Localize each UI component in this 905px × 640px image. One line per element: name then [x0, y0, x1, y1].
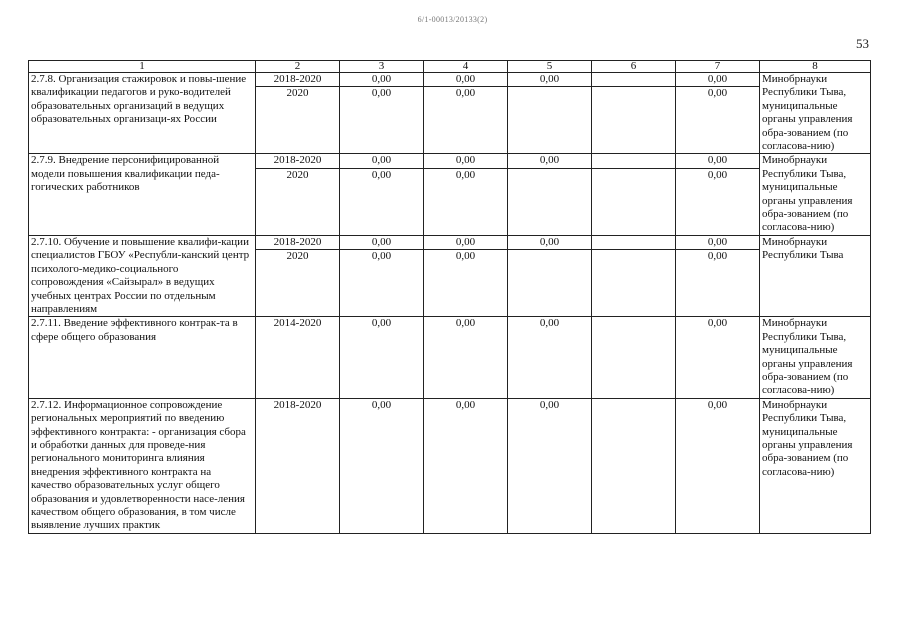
period-cell: 2020	[256, 250, 340, 317]
value-cell: 0,00	[424, 398, 508, 533]
table-row	[29, 154, 871, 168]
activity-name: 2.7.8. Организация стажировок и повы-шение квалификации педагогов и руко-водителей образовательных организаций в ведущих образовательных организаци-ях России	[29, 73, 256, 154]
period-cell: 2018-2020	[256, 154, 340, 168]
value-cell: 0,00	[340, 73, 424, 87]
page-number: 53	[856, 36, 869, 51]
value-cell: 0,00	[424, 317, 508, 398]
value-cell	[592, 87, 676, 154]
value-cell: 0,00	[424, 235, 508, 249]
period-cell: 2020	[256, 168, 340, 235]
value-cell: 0,00	[340, 250, 424, 317]
value-cell: 0,00	[508, 317, 592, 398]
period-cell: 2020	[256, 87, 340, 154]
value-cell: 0,00	[676, 250, 760, 317]
table-row	[29, 73, 871, 87]
value-cell: 0,00	[508, 154, 592, 168]
value-cell: 0,00	[676, 168, 760, 235]
executor-cell: Минобрнауки Республики Тыва	[760, 235, 871, 316]
value-cell: 0,00	[340, 317, 424, 398]
table-row	[29, 235, 871, 249]
column-number: 3	[340, 61, 424, 73]
column-number: 1	[29, 61, 256, 73]
value-cell	[592, 154, 676, 168]
table-row	[29, 398, 871, 533]
activity-name: 2.7.11. Введение эффективного контрак-та в сфере общего образования	[29, 317, 256, 398]
value-cell	[508, 250, 592, 317]
value-cell	[508, 168, 592, 235]
value-cell: 0,00	[676, 398, 760, 533]
value-cell: 0,00	[340, 235, 424, 249]
value-cell: 0,00	[340, 168, 424, 235]
value-cell: 0,00	[676, 235, 760, 249]
value-cell	[592, 398, 676, 533]
value-cell: 0,00	[424, 87, 508, 154]
executor-cell: Минобрнауки Республики Тыва, муниципальные органы управления обра-зованием (по согласова-нию)	[760, 317, 871, 398]
column-number: 4	[424, 61, 508, 73]
value-cell: 0,00	[424, 154, 508, 168]
value-cell: 0,00	[340, 87, 424, 154]
value-cell: 0,00	[508, 398, 592, 533]
value-cell: 0,00	[676, 317, 760, 398]
activity-name: 2.7.9. Внедрение персонифицированной модели повышения квалификации педа-гогических работников	[29, 154, 256, 235]
value-cell: 0,00	[508, 235, 592, 249]
column-number: 8	[760, 61, 871, 73]
value-cell: 0,00	[676, 73, 760, 87]
column-number-row	[29, 61, 871, 73]
value-cell: 0,00	[340, 154, 424, 168]
activity-name: 2.7.10. Обучение и повышение квалифи-кации специалистов ГБОУ «Республи-канский центр психолого-медико-социального сопровождения «Сайзырал» в ведущих учебных центрах России по отдельным направлениям	[29, 235, 256, 316]
table-row	[29, 317, 871, 398]
document-code: 6/1-00013/20133(2)	[417, 15, 488, 24]
value-cell: 0,00	[676, 87, 760, 154]
value-cell: 0,00	[340, 398, 424, 533]
period-cell: 2018-2020	[256, 398, 340, 533]
executor-cell: Минобрнауки Республики Тыва, муниципальные органы управления обра-зованием (по согласова-нию)	[760, 154, 871, 235]
column-number: 2	[256, 61, 340, 73]
activities-table	[28, 60, 871, 534]
value-cell: 0,00	[424, 73, 508, 87]
column-number: 5	[508, 61, 592, 73]
value-cell	[592, 317, 676, 398]
executor-cell: Минобрнауки Республики Тыва, муниципальные органы управления обра-зованием (по согласова-нию)	[760, 398, 871, 533]
value-cell	[508, 87, 592, 154]
period-cell: 2014-2020	[256, 317, 340, 398]
column-number: 6	[592, 61, 676, 73]
value-cell: 0,00	[424, 168, 508, 235]
value-cell	[592, 250, 676, 317]
value-cell	[592, 73, 676, 87]
value-cell	[592, 168, 676, 235]
value-cell: 0,00	[676, 154, 760, 168]
period-cell: 2018-2020	[256, 235, 340, 249]
column-number: 7	[676, 61, 760, 73]
value-cell: 0,00	[424, 250, 508, 317]
activity-name: 2.7.12. Информационное сопровождение региональных мероприятий по введению эффективного контракта: - организация сбора и обработки данных для проведе-ния регионального мониторинга влияния внедрения эффективного контракта на качество образовательных услуг общего образования и удовлетворенности насе-ления качеством общего образования, в том числе выявление лучших практик	[29, 398, 256, 533]
value-cell	[592, 235, 676, 249]
value-cell: 0,00	[508, 73, 592, 87]
executor-cell: Минобрнауки Республики Тыва, муниципальные органы управления обра-зованием (по согласова-нию)	[760, 73, 871, 154]
period-cell: 2018-2020	[256, 73, 340, 87]
